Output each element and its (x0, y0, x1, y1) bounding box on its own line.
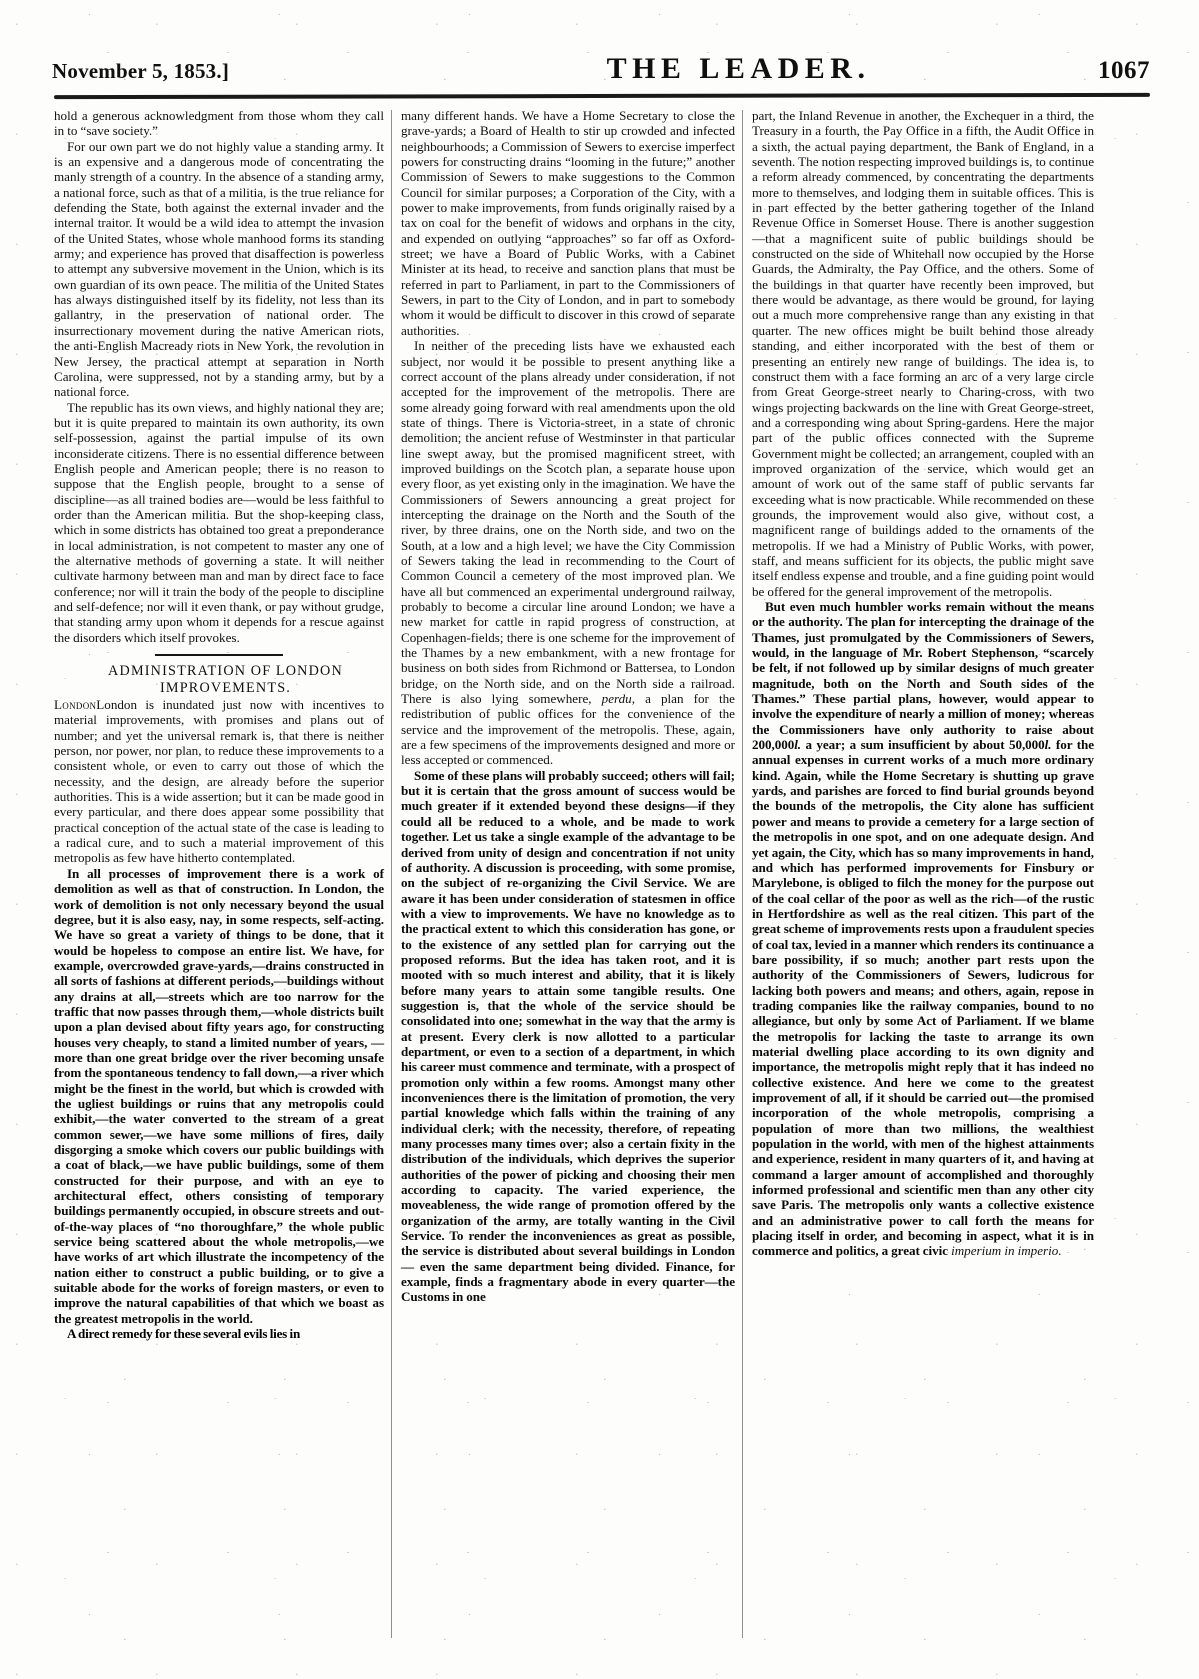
masthead-rule (54, 93, 1150, 99)
article-columns (54, 108, 1150, 1648)
paragraph (752, 599, 1094, 1259)
paragraph: many different hands. We have a Home Secretary to close the grave-yards; a Board of Health to stir up crowded and infected neighbourhoods; a Commission of Sewers to exercise imperfect powers for constructing drains “looming in the future;” another Commission of Sewers to make suggestions to the Common Council for similar purposes; a Corporation of the City, with a power to make improvements, from funds originally raised by a tax on coal for the benefit of widows and orphans in the city, and expended on outlying “approaches” so far off as Oxford-street; we have a Board of Public Works, with a Cabinet Minister at its head, to receive and sanction plans that must be referred in part to Parliament, in part to the Commissioners of Sewers, in part to the City of London, and in part to somebody whom it would be difficult to discover in this crowd of separate authorities. (401, 108, 735, 338)
newspaper-title: THE LEADER. (606, 52, 871, 85)
column-divider-rule (742, 110, 743, 1638)
paragraph: In neither of the preceding lists have we exhausted each subject, nor would it be possible to present anything like a correct account of the plans already under consideration, if not accepted for the improvement of the metropolis. There are some already going forward with real amendments upon the old state of things. There is Victoria-street, in a state of chronic demolition; the ancient refuse of Westminster in that particular line swept away, but the promised magnificent street, with improved buildings on the Scotch plan, a separate house upon every floor, as yet existing only in the imagination. We have the Commissioners of Sewers announcing a great project for intercepting the drainage on the North and the South of the river, by three drains, one on the North side, and two on the South, at a low and a high level; we have the City Commission of Sewers taking the lead in recommending to the Court of Common Council a cemetery of the most improved plan. We have all but commenced an experimental underground railway, probably to become a circular line around London; we have a new market for cattle in rapid progress of construction, at Copenhagen-fields; there is one scheme for the improvement of the Thames by a new embankment, with a new frontage for business on both sides from Richmond or Battersea, to London bridge, on the North side, and on the North side a railroad. There is also lying somewhere, perdu, a plan for the redistribution of public offices for the convenience of the service and the improvement of the metropolis. These, again, are a few specimens of the improvements designed and more or less accepted or commenced. (401, 338, 735, 768)
paragraph: Some of these plans will probably succeed; others will fail; but it is certain that the gross amount of success would be much greater if it extended beyond these designs—if they could all be reduced to a whole, and be made to work together. Let us take a single example of the advantage to be derived from unity of design and concentration if not unity of authority. A discussion is proceeding, with some promise, on the subject of re-organizing the Civil Service. We are aware it has been under consideration of statesmen in office with a view to improvements. We have no knowledge as to the practical extent to which this consideration has gone, or to the existence of any settled plan for carrying out the proposed reforms. But the idea has taken root, and it is mooted with so much interest and ability, that it is likely before many years to attain some tangible results. One suggestion is, that the whole of the service should be consolidated into one; somewhat in the way that the army is at present. Every clerk is now allotted to a particular department, or even to a section of a department, in which his career must commence and terminate, with a prospect of promotion only within a few rooms. Amongst many other inconveniences there is the limitation of promotion, the very partial knowledge which falls within the training of any individual clerk; with the necessity, therefore, of repeating many processes many times over; also a certain fixity in the distribution of the individuals, which deprives the superior authorities of the power of picking and choosing their men according to capacity. The varied experience, the moveableness, the wide range of promotion offered by the organization of the army, are totally wanting in the Civil Service. To render the inconveniences as great as possible, the service is distributed about several buildings in London — even the same department being divided. Finance, for example, finds a fragmentary abode in every quarter—the Customs in one (401, 767, 735, 1305)
masthead (52, 52, 1150, 88)
paragraph: The republic has its own views, and highly national they are; but it is quite prepared to maintain its own authority, its own self-possession, against the partial impulse of its own inconsiderate citizens. There is no essential difference between English people and American people; there is no reason to suppose that the English people, brought to a sense of discipline—as all trained bodies are—would be less faithful to order than the American militia. But the shop-keeping class, which in some districts has obtained too great a preponderance in local administration, is not competent to master any one of the alternative methods of governing a state. It will neither cultivate harmony between man and man by direct face to face conference; nor will it train the body of the people to discipline and self-defence; nor will it even thank, or pay without grudge, that standing army upon whom it depends for a rescue against the disorders which itself provokes. (54, 399, 384, 645)
section-divider (155, 654, 283, 656)
latin-phrase: imperium in imperio. (951, 1243, 1062, 1259)
pound-abbrev: l. (1044, 737, 1052, 753)
pound-abbrev: l. (794, 737, 802, 753)
drop-lead-word: London (54, 697, 97, 713)
issue-date: November 5, 1853.] (52, 59, 230, 83)
paragraph: In all processes of improvement there is a work of demolition as well as that of construction. In London, the work of demolition is not only necessary beyond the usual degree, but it is also easy, nay, in some respects, self-acting. We have so great a variety of things to be done, that it would be hopeless to compose an entire list. We have, for example, overcrowded grave-yards,—drains constructed in all sorts of fashions at different periods,—buildings without any drains at all,—streets which are too narrow for the traffic that now passes through them,—whole districts built upon a plan devised about fifty years ago, for constructing houses very cheaply, to stand a limited number of years, —more than one great bridge over the river becoming unsafe from the spontaneous tendency to fall down,—a river which might be the finest in the world, but which is crowded with the ugliest buildings or ruins that any metropolis could exhibit,—the water converted to the stream of a great common sewer,—we have some millions of fires, daily disgorging a smoke which covers our public buildings with a coat of black,—we have public buildings, some of them constructed for their purpose, and with an eye to architectural effect, others consisting of temporary buildings permanently occupied, in obscure streets and out-of-the-way places of “no thoroughfare,” the whole public service being scattered about the whole metropolis,—we have works of art which illustrate the incompetency of the nation either to construct a public building, or to give a suitable abode for the works of foreign masters, or even to improve the natural capabilities of that which we boast as the greatest metropolis in the world. (54, 865, 384, 1326)
column-two (401, 108, 735, 1648)
paragraph: A direct remedy for these several evils lies in (67, 1326, 301, 1342)
paragraph: hold a generous acknowledgment from those whom they call in to “save society.” (54, 108, 384, 139)
italic-word: perdu (601, 691, 632, 707)
paragraph: part, the Inland Revenue in another, the Exchequer in a third, the Treasury in a fourth, the Pay Office in a fifth, the Audit Office in a sixth, the actual paying department, the Bank of England, in a seventh. The notion respecting improved buildings is, to continue a reform already commenced, by concentrating the departments more to themselves, and lodging them in suitable offices. This is in part effected by the better gathering together of the Inland Revenue Office in Somerset House. There is another suggestion —that a magnificent suite of public buildings should be constructed on the side of Whitehall now occupied by the Horse Guards, the Admiralty, the Pay Office, and the others. Some of the buildings in that quarter have recently been improved, but there would be advantage, as there would be ground, for laying out a much more comprehensive range than any existing in that quarter. The new offices might be built behind those already standing, and either incorporated with the best of them or presenting an entirely new range of buildings. The idea is, to construct them with a face forming an arc of a very large circle from Great George-street nearly to Charing-cross, with two wings projecting backwards on the line with Great George-street, and a corresponding wing about Spring-gardens. Here the major part of the public offices connected with the Supreme Government might be collected; an arrangement, coupled with an improved organization of the service, which would get an amount of work out of the same staff of public servants far exceeding what is now practicable. While recommended on these grounds, the improvement would also give, without cost, a magnificent range of buildings added to the ornaments of the metropolis. If we had a Ministry of Public Works, with power, staff, and means sufficient for its objects, the public might save itself endless expense and trouble, and a fine guiding point would be offered for the general improvement of the metropolis. (752, 108, 1094, 599)
column-three (752, 108, 1094, 1648)
paragraph (54, 697, 384, 866)
section-heading-line-1: ADMINISTRATION OF LONDON (108, 663, 343, 680)
column-divider-rule (391, 110, 392, 1638)
paragraph-body: London is inundated just now with incentives to material improvements, with promises and plans out of number; and yet the universal remark is, that there is neither person, nor power, nor plan, to reduce these improvements to a consistent whole, or even to carry out those of which the necessity, and the design, are already before the superior authorities. This is a wide assertion; but it can be made good in every particular, and there does appear some possibility that practical conception of the actual state of the case is leading to a radical cure, and to such a material improvement of this metropolis as few have hitherto contemplated. (54, 697, 384, 866)
column-one (54, 108, 384, 1648)
paragraph: For our own part we do not highly value a standing army. It is an expensive and a dangerous mode of concentrating the manly strength of a country. In the absence of a standing army, a national force, such as that of a militia, is the true reliance for defending the State, both against the external invader and the internal traitor. It would be a wild idea to attempt the invasion of the United States, whose whole manhood forms its standing army; and experience has proved that disaffection is powerless to attempt any subversive movement in the Union, which is its own guardian of its own peace. The militia of the United States has always distinguished itself by its fidelity, not less than its gallantry, in the preservation of national order. The insurrectionary movement during the native American riots, the anti-English Macready riots in New York, the revolution in New Jersey, the practical attempt at separation in North Carolina, were suppressed, not by a standing army, but by a national force. (54, 138, 384, 400)
section-heading-line-2: IMPROVEMENTS. (159, 680, 292, 697)
paragraph-body: But even much humbler works remain without the means or the authority. The plan for intercepting the drainage of the Thames, just promulgated by the Commissioners of Sewers, would, in the language of Mr. Robert Stephenson, “scarcely be felt, if not followed up by similar designs of much greater magnitude, both on the North and South sides of the Thames.” These partial plans, however, would appear to involve the expenditure of nearly a million of money; whereas the Commissioners have only authority to raise about 200,000l. a year; a sum insufficient by about 50,000l. for the annual expenses in current works of a much more ordinary kind. Again, while the Home Secretary is shutting up grave yards, and parishes are forced to find burial grounds beyond the bounds of the metropolis, the City alone has sufficient power and means to provide a cemetery for a large section of the metropolis in one spot, and on one adequate design. And yet again, the City, which has so many improvements in hand, and which has performed improvements for Finsbury or Marylebone, is obliged to filch the money for the purpose out of the coal cellar of the poor as well as the rich—of the rustic in Hertfordshire as well as the real citizen. This part of the great scheme of improvements rests upon a fraudulent species of coal tax, levied in a manner which renders its continuance a bare possibility, if so much; another part rests upon the authority of the Commissioners of Sewers, ludicrous for lacking both powers and means; and others, again, repose in trading companies like the railway companies, bound to no allegiance, but only by some Act of Parliament. If we blame the metropolis for lacking the taste to arrange its own material dwelling place according to its own dignity and importance, the metropolis might reply that it has indeed no collective existence. And here we come to the greatest improvement of all, if it should be carried out—the promised incorporation of the whole metropolis, comprising a population of more than two millions, the wealthiest population in the world, with men of the highest attainments and experience, resident in many quarters of it, and having at command a larger amount of accomplished and thoroughly informed professional and scientific men than any other city save Paris. The metropolis only wants a collective existence and an administrative power to call forth the means for placing itself in order, and becoming in aspect, what it is in commerce and politics, a great civic (752, 599, 1094, 1259)
page-number: 1067 (1098, 57, 1150, 84)
